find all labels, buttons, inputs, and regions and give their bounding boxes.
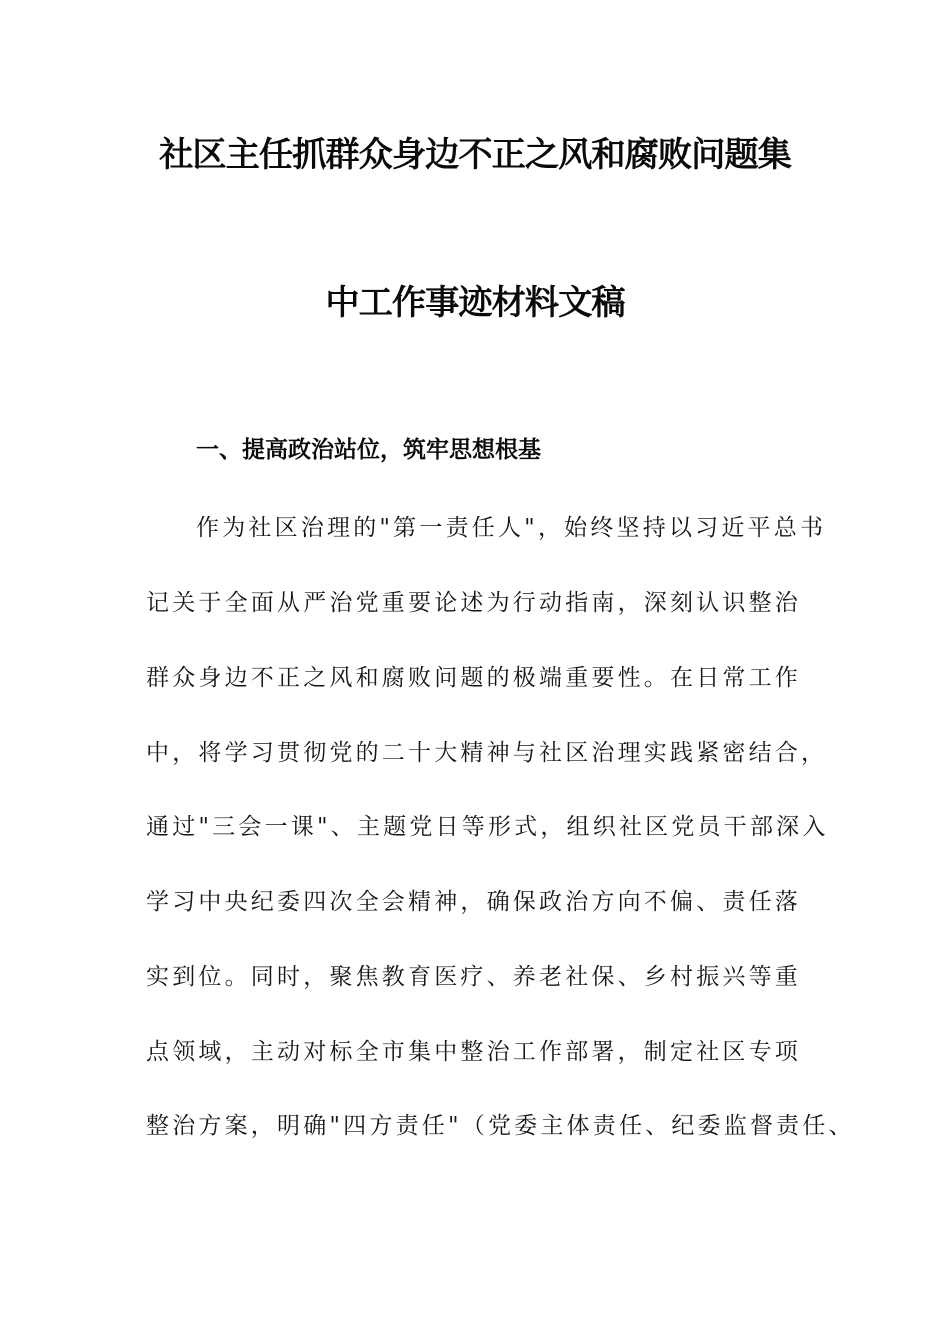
paragraph-line-4: 中，将学习贯彻党的二十大精神与社区治理实践紧密结合，	[146, 740, 828, 766]
paragraph-line-1: 作为社区治理的"第一责任人"，始终坚持以习近平总书	[196, 515, 827, 541]
paragraph-line-5: 通过"三会一课"、主题党日等形式，组织社区党员干部深入	[146, 814, 829, 840]
paragraph-line-2: 记关于全面从严治党重要论述为行动指南，深刻认识整治	[146, 590, 801, 616]
document-title-line-2: 中工作事迹材料文稿	[325, 283, 625, 323]
paragraph-line-9: 整治方案，明确"四方责任"（党委主体责任、纪委监督责任、	[146, 1113, 855, 1139]
paragraph-line-8: 点领域，主动对标全市集中整治工作部署，制定社区专项	[146, 1039, 801, 1065]
document-title-line-1: 社区主任抓群众身边不正之风和腐败问题集	[159, 135, 791, 175]
paragraph-line-6: 学习中央纪委四次全会精神，确保政治方向不偏、责任落	[146, 889, 801, 915]
paragraph-line-7: 实到位。同时，聚焦教育医疗、养老社保、乡村振兴等重	[146, 964, 801, 990]
paragraph-line-3: 群众身边不正之风和腐败问题的极端重要性。在日常工作	[146, 665, 801, 691]
section-heading: 一、提高政治站位，筑牢思想根基	[196, 437, 541, 463]
